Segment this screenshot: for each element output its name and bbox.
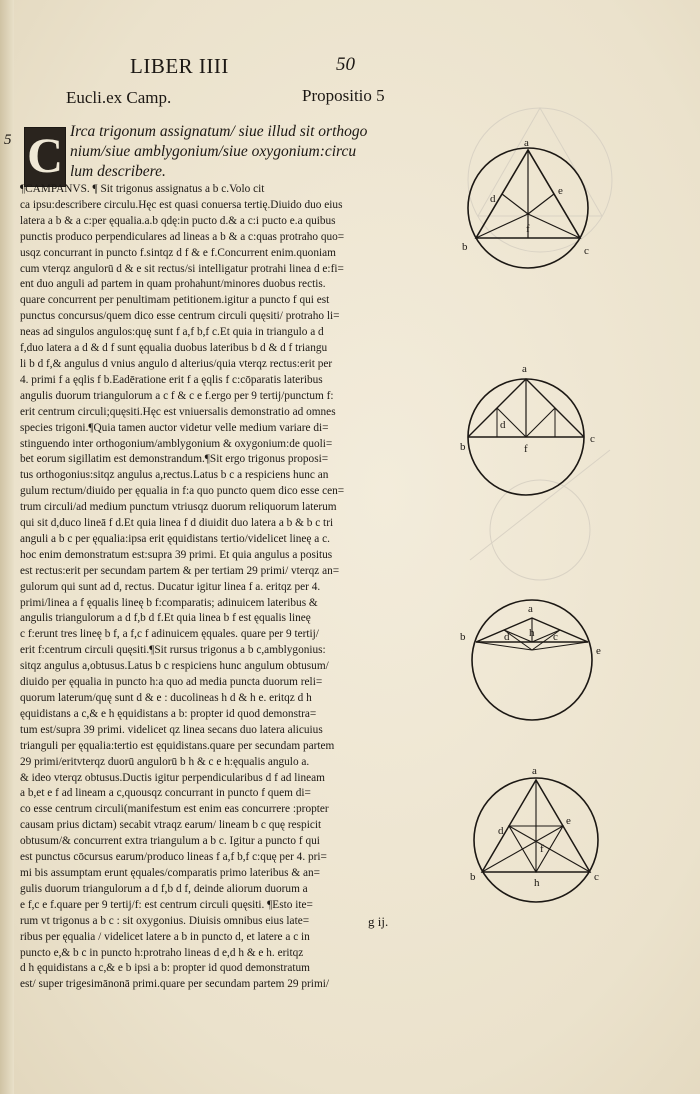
text-line: 4. primi f a ęqlis f b.Eadēratione erit f a ęqlis f c:cōparatis lateribus: [20, 373, 323, 386]
label-f: f: [540, 843, 544, 855]
label-b: b: [460, 631, 466, 643]
text-line: species trigoni.¶Quia tamen auctor videtur velle medium variare di=: [20, 421, 329, 434]
text-line: ent duo anguli ad partem in quam prohahunt/minores duobus rectis.: [20, 278, 326, 291]
text-line: qui sit d,duco lineā f d.Et quia linea f d diuidit duo latera a b & b c tri: [20, 517, 334, 530]
text-line: trum circuli/ad medium punctum vtriusqz duorum reliquorum laterum: [20, 501, 337, 514]
intro-line: Irca trigonum assignatum/ siue illud sit orthogo: [70, 123, 368, 140]
label-b: b: [460, 441, 466, 453]
folio-number: 50: [336, 54, 355, 75]
text-line: co esse centrum circuli(manifestum est enim eas concurrere :propter: [20, 803, 329, 816]
text-line: gulorum qui sunt ad d, rectus. Ducatur igitur linea f a. eritqz per 4.: [20, 580, 321, 593]
text-line: gulis duorum triangulorum a d f,b d f, deinde aliorum duorum a: [20, 882, 308, 895]
text-line: f,duo latera a d & d f sunt ęqualia duobus lateribus b d & d f triangu: [20, 342, 328, 355]
figure-3-diagram: [456, 592, 606, 727]
text-line: c f:erunt tres lineę b f, a f,c f adinuicem ęquales. quare per 9 tertij/: [20, 628, 319, 641]
initial-letter: C: [26, 127, 64, 183]
text-line: est rectus:erit per secundam partem & per tertiam 29 primi/ vterqz an=: [20, 564, 340, 577]
figure-4-diagram: [458, 765, 608, 903]
text-line: diuido per ęqualia in puncto h:a quo ad media puncta duorum reli=: [20, 676, 323, 689]
text-line: & ideo vterqz obtusus.Ductis igitur perpendicularibus d f ad lineam: [20, 771, 325, 784]
margin-number: 5: [4, 132, 12, 148]
label-h: h: [534, 877, 540, 889]
label-c: c: [594, 871, 599, 883]
text-line: erit centrum circuli;quęsiti.Hęc est vniuersalis demonstratio ad omnes: [20, 405, 336, 418]
label-d: d: [490, 193, 496, 205]
label-d: d: [498, 825, 504, 837]
text-line: latera a b & a c:per ęqualia.a.b qdę:in pucto d.& a c:i pucto e.a quibus: [20, 214, 336, 227]
text-line: ¶CAMPANVS. ¶ Sit trigonus assignatus a b c.Volo cit: [20, 183, 265, 195]
text-line: punctis produco perpendiculares ad lineas a b & a c:quas protraho quo=: [20, 230, 345, 243]
signature-mark: g ij.: [368, 914, 389, 929]
text-line: obtusum/& concurrent extra triangulum a b c. Igitur a puncto f qui: [20, 835, 320, 848]
text-line: sitqz angulus a,obtusus.Latus b c respiciens hunc angulum obtusum/: [20, 660, 329, 673]
label-d: d: [504, 631, 510, 643]
label-b: b: [462, 241, 468, 253]
intro-line: nium/siue amblygonium/siue oxygonium:circu: [70, 143, 357, 160]
text-line: bet eorum sigillatim est demonstrandum.¶Sit ergo trigonus proposi=: [20, 453, 329, 466]
decorated-initial: [24, 127, 66, 187]
label-c: c: [553, 631, 558, 643]
text-line: li b d f,& angulus d vnius angulo d alterius/quia vterqz rectus:erit per: [20, 357, 333, 370]
label-a: a: [528, 603, 533, 615]
text-line: d h ęquidistans a c,& e b ipsi a b: propter id quod demonstratum: [20, 962, 310, 975]
figure-4-svg: [458, 765, 608, 898]
label-f: f: [526, 223, 530, 235]
intro-line: lum describere.: [70, 163, 166, 180]
label-c: c: [590, 433, 595, 445]
label-e: e: [558, 185, 563, 197]
text-line: a b,et e f ad lineam a c,quousqz concurrant in puncto f quem di=: [20, 787, 311, 800]
label-e: e: [596, 645, 601, 657]
proposition-statement: [70, 122, 432, 182]
label-h: h: [529, 627, 535, 639]
label-c: c: [584, 245, 589, 257]
text-line: puncto e,& b c in puncto h:protraho lineas d e,d h & e h. eritqz: [20, 946, 304, 959]
text-line: cum vterqz angulorū d & e sit rectus/si intelligatur protrahi linea d e:fi=: [20, 262, 344, 275]
text-line: angulis triangulorum a d f,b d f.Et quia linea b f est ęqualis lineę: [20, 612, 311, 625]
text-line: quorum laterum/quę sunt d & e : ducolineas h d & h e. eritqz d h: [20, 692, 312, 704]
text-line: punctus concursus/quem dico esse centrum circuli quęsiti/ protraho li=: [20, 310, 340, 323]
running-head-author: Eucli.ex Camp.: [66, 88, 172, 107]
commentary-text: [20, 182, 434, 993]
text-line: usqz concurrant in puncto f.sintqz d f & e f.Concurrent enim.quoniam: [20, 246, 336, 259]
text-line: erit f:centrum circuli quęsiti.¶Sit rursus trigonus a b c,amblygonius:: [20, 644, 326, 657]
text-line: gulum rectum/diuido per ęqualia in f:a quo puncto quem dico esse cen=: [20, 485, 345, 498]
text-line: tus orthogonius:sitqz angulus a,rectus.Latus b c a respiciens hunc an: [20, 469, 329, 482]
label-a: a: [522, 363, 527, 375]
text-line: stinguendo inter orthogonium/amblygonium & oxygonium:de quoli=: [20, 437, 333, 450]
figure-2-svg: [460, 362, 610, 492]
figure-1-diagram: [460, 138, 610, 273]
label-a: a: [532, 765, 537, 777]
text-line: mi bis assumptam erunt ęquales/comparatis primo lateribus & an=: [20, 866, 321, 879]
text-line: trianguli per ęqualia:tertio est ęquidistans.quare per secundam partem: [20, 739, 335, 752]
text-line: est/ super trigesimānonā primi.quare per secundam partem 29 primi/: [20, 978, 330, 991]
text-line: rum vt trigonus a b c : sit oxygonius. Diuisis omnibus eius late=: [20, 914, 310, 927]
text-line: primi/linea a f ęqualis lineę b f:comparatis; adinuicem lateribus &: [20, 596, 318, 609]
text-line: ribus per ęqualia / videlicet latere a b in puncto d, et latere a c in: [20, 930, 310, 943]
text-line: hoc enim demonstratum est:supra 39 primi. Et quia angulus a positus: [20, 548, 333, 561]
text-line: est punctus cōcursus earum/produco lineas f a,f b,f c:quę per 4. pri=: [20, 851, 327, 864]
text-line: e f,c e f.quare per 9 tertij/f: est centrum circuli quęsiti. ¶Esto ite=: [20, 898, 313, 911]
text-line: ca ipsu:describere circulu.Hęc est quasi conuersa tertię.Diuido duo eius: [20, 198, 343, 211]
text-line: tum est/supra 39 primi. videlicet qz linea secans duo latera alicuius: [20, 723, 323, 736]
text-line: angulis duorum triangulorum a c f & c e f.ergo per 9 tertij/punctum f:: [20, 389, 334, 402]
text-line: 29 primi/eritvterqz duorū angulorū b h & c e h:ęqualis angulo a.: [20, 755, 310, 768]
text-line: causam prius dictam) secabit vtraqz earum/ lineam b c quę respicit: [20, 819, 322, 832]
figure-2-diagram: [460, 362, 610, 497]
label-f: f: [524, 443, 528, 455]
label-d: d: [500, 419, 506, 431]
label-b: b: [470, 871, 476, 883]
label-a: a: [524, 137, 529, 149]
text-line: neas ad singulos angulos:quę sunt f a,f b,f c.Et quia in triangulo a d: [20, 326, 324, 339]
running-head-book: LIBER IIII: [130, 54, 229, 78]
label-e: e: [566, 815, 571, 827]
figure-3-svg: [456, 592, 606, 722]
proposition-heading: Propositio 5: [302, 86, 385, 105]
text-line: ęquidistans a c,& e h ęquidistans a b: propter id quod demonstra=: [20, 707, 317, 720]
text-line: anguli a b c per ęqualia:ipsa erit ęquidistans tertio/videlicet lineę a c.: [20, 532, 330, 545]
figure-1-svg: [460, 138, 610, 268]
text-line: quare concurrent per penultimam petitionem.igitur a puncto f qui est: [20, 294, 330, 307]
